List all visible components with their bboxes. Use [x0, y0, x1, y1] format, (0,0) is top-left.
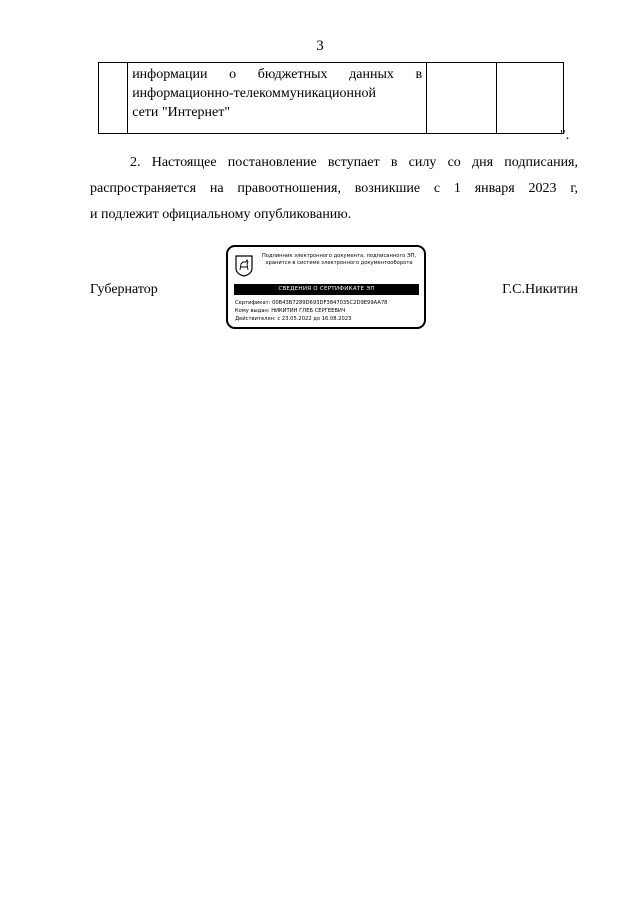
coat-of-arms-icon: [235, 255, 253, 277]
stamp-header: СВЕДЕНИЯ О СЕРТИФИКАТЕ ЭП: [234, 284, 419, 295]
table-cell-empty: [496, 63, 563, 134]
closing-quote: ".: [560, 128, 570, 143]
electronic-signature-stamp: [226, 245, 426, 329]
paragraph-line: распространяется на правоотношения, возникшие с 1 января 2023 г,: [90, 181, 578, 196]
stamp-details: [235, 299, 421, 323]
continuation-table: [98, 62, 564, 134]
table-cell-line: информационно-телекоммуникационной: [132, 86, 376, 101]
signatory-title: Губернатор: [90, 282, 158, 297]
paragraph-line: 2. Настоящее постановление вступает в силу со дня подписания,: [130, 155, 578, 170]
page-number: 3: [316, 38, 324, 54]
paragraph-line: и подлежит официальному опубликованию.: [90, 207, 352, 222]
table-row: [99, 63, 564, 134]
stamp-validity: Действителен: с 23.05.2022 до 16.08.2023: [235, 316, 352, 322]
stamp-certificate: Сертификат: 00B43B7289D693DF3847035C2D9E99AA78: [235, 300, 388, 306]
table-cell-number: [99, 63, 128, 134]
table-cell-empty: [427, 63, 496, 134]
stamp-issued-to: Кому выдан: НИКИТИН ГЛЕБ СЕРГЕЕВИЧ: [235, 308, 346, 314]
table-cell-line: информации о бюджетных данных в: [132, 67, 423, 82]
table-cell-line: сети "Интернет": [132, 105, 231, 120]
table-cell-text: [128, 63, 427, 134]
body-paragraph: [90, 150, 578, 228]
stamp-storage-note: Подлинник электронного документа, подписанного ЭП, хранится в системе электронного документооборота: [261, 253, 417, 266]
signatory-name: Г.С.Никитин: [502, 282, 578, 297]
